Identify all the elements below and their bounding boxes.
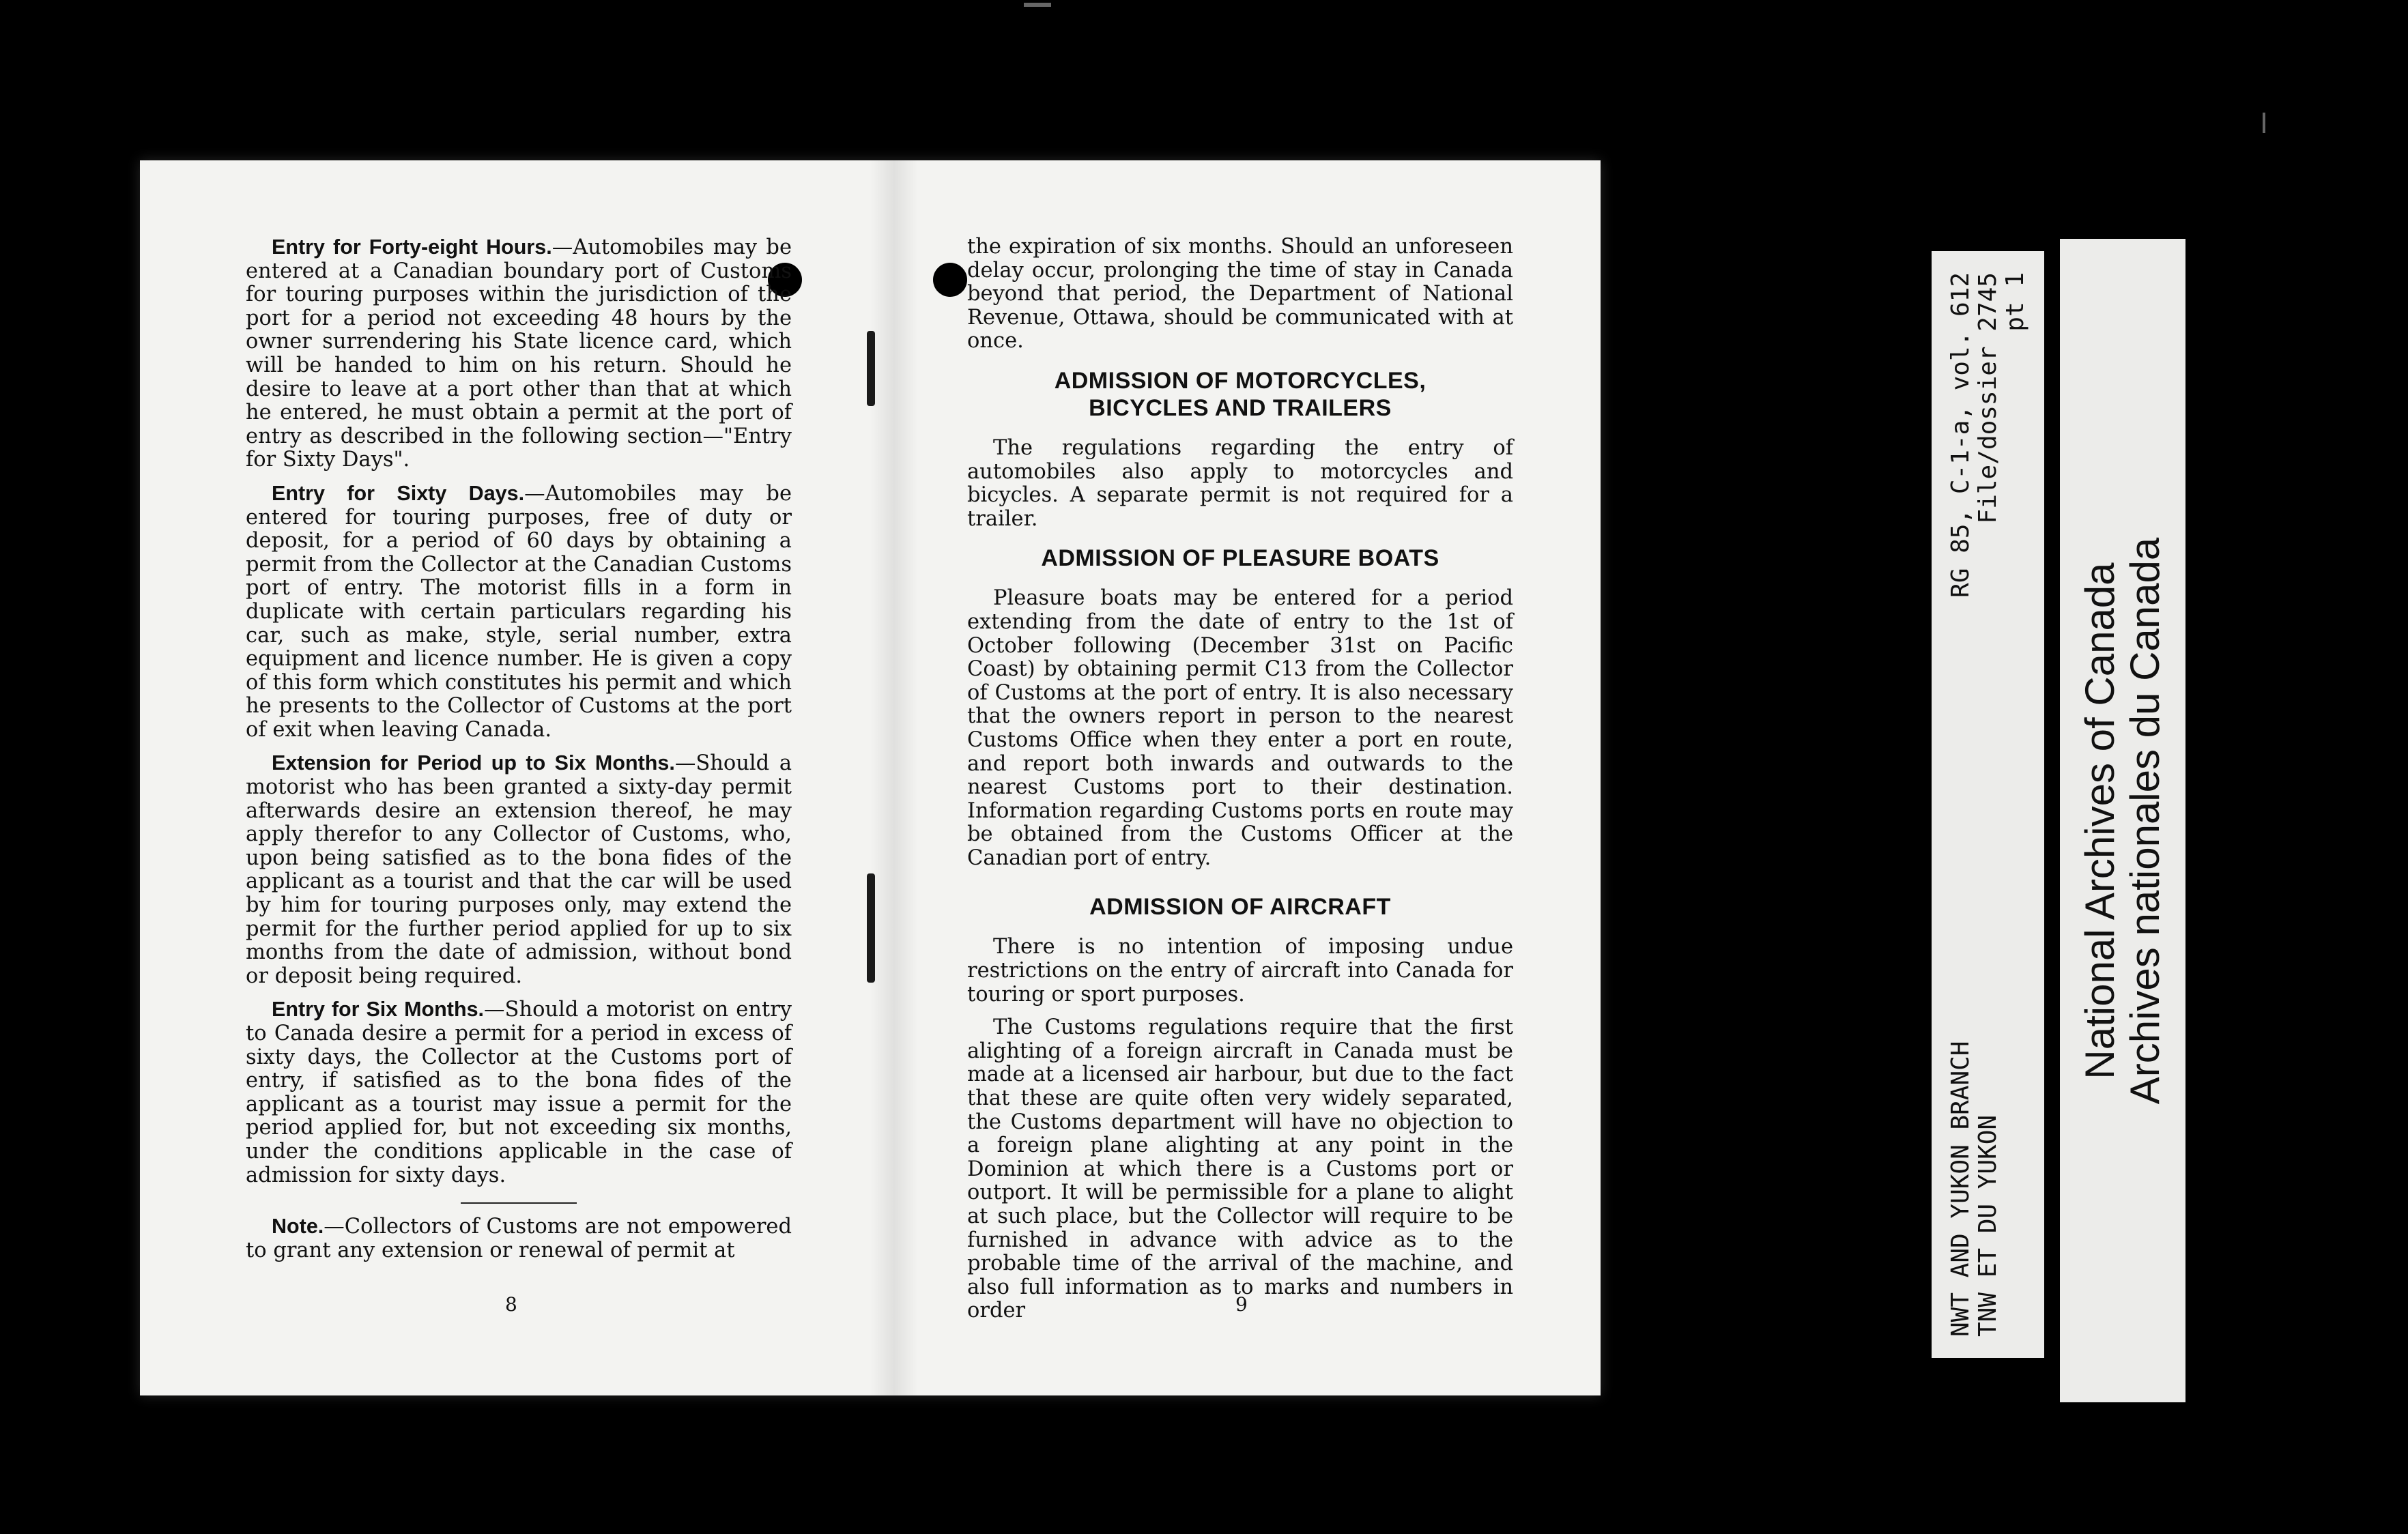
branch-name-english: NWT AND YUKON BRANCH — [1946, 1041, 1975, 1337]
booklet-spread — [140, 160, 1601, 1395]
archives-name-english: National Archives of Canada — [2077, 562, 2123, 1080]
right-page-text — [967, 235, 1513, 1333]
paragraph-aircraft-1: There is no intention of imposing undue restrictions on the entry of aircraft into Canada for touring or sport purposes. — [967, 935, 1513, 1007]
page-number-left: 8 — [505, 1293, 517, 1316]
text-sixty-days: —Automobiles may be entered for touring purposes, free of duty or deposit, for a period of 60 days by obtaining a permit from the Collector at the Canadian Customs port of entry. The motorist fills in a form in duplicate with certain particulars regarding his car, such as make, style, serial number, extra equipment and licence number. He is given a copy of this form which constitutes his permit and which he presents to the Collector of Customs at the port of exit when leaving Canada. — [246, 481, 792, 742]
text-forty-eight-hours: —Automobiles may be entered at a Canadian boundary port of Customs for touring purposes within the jurisdiction of the port for a period not exceeding 48 hours by the owner surrendering his State licence card, which will be handed to him on his return. Should he desire to leave at a port other than that at which he entered, he must obtain a permit at the port of entry as described in the following section—"Entry for Sixty Days". — [246, 235, 792, 472]
staple-top — [867, 331, 875, 406]
heading-extension: Extension for Period up to Six Months. — [272, 751, 675, 775]
booklet-gutter — [870, 160, 918, 1395]
archives-name-french: Archives nationales du Canada — [2122, 537, 2168, 1104]
heading-forty-eight-hours: Entry for Forty-eight Hours. — [272, 235, 552, 259]
heading-six-months: Entry for Six Months. — [272, 998, 485, 1022]
heading-motorcycles-line2: BICYCLES AND TRAILERS — [1089, 394, 1392, 421]
paragraph-extension — [246, 751, 792, 988]
heading-sixty-days: Entry for Sixty Days. — [272, 481, 525, 505]
part-reference: pt 1 — [2001, 272, 2029, 332]
divider-rule — [461, 1202, 577, 1204]
paragraph-forty-eight-hours — [246, 235, 792, 472]
branch-name-french: TNW ET DU YUKON — [1973, 1114, 2002, 1337]
archives-name-text — [2078, 537, 2168, 1104]
archive-reference-label — [1932, 251, 2044, 1358]
staple-bottom — [867, 873, 875, 983]
heading-aircraft: ADMISSION OF AIRCRAFT — [1089, 894, 1391, 921]
film-speck — [2263, 113, 2265, 133]
paragraph-pleasure-boats: Pleasure boats may be entered for a period extending from the date of entry to the 1st of October following (December 31st on Pacific Coast) by obtaining permit C13 from the Collector of Customs at the port of entry. It is also necessary that the owners report in person to the nearest Customs Office when they enter a port en route, and report both inwards and outwards to the nearest Customs port to their destination. Information regarding Customs ports en route may be obtained from the Customs Officer at the Canadian port of entry. — [967, 586, 1513, 870]
heading-note: Note. — [272, 1215, 324, 1239]
page-number-right: 9 — [1235, 1293, 1248, 1316]
punch-hole-right — [933, 263, 967, 297]
film-speck — [1024, 3, 1051, 7]
left-page-text — [246, 235, 792, 1272]
heading-motorcycles — [967, 367, 1513, 422]
text-note: —Collectors of Customs are not empowered to grant any extension or renewal of permit at — [246, 1215, 792, 1262]
record-group-reference: RG 85, C-1-a, vol. 612 — [1946, 272, 1975, 598]
paragraph-motorcycles: The regulations regarding the entry of automobiles also apply to motorcycles and bicycles. A separate permit is not required for a trailer. — [967, 435, 1513, 531]
paragraph-aircraft-2: The Customs regulations require that the first alighting of a foreign aircraft in Canada must be made at a licensed air harbour, but due to the fact that these are quite often very widely separated, the Customs department will have no objection to a foreign plane alighting at any point in the Dominion at which there is a Customs port or outport. It will be permissible for a plane to alight at such place, but the Collector will require to be furnished in advance with advice as to the probable time of the arrival of the machine, and also full information as to marks and numbers in order — [967, 1015, 1513, 1323]
heading-pleasure-boats: ADMISSION OF PLEASURE BOATS — [1041, 545, 1439, 572]
paragraph-note — [246, 1215, 792, 1262]
paragraph-six-months — [246, 998, 792, 1187]
file-reference: File/dossier 2745 — [1973, 272, 2002, 524]
text-extension: —Should a motorist who has been granted a sixty-day permit afterwards desire an extension thereof, he may apply therefor to any Collector of Customs, who, upon being satisfied as to the bona fides of the applicant as a tourist and that the car will be used by him for touring purposes only, may extend the permit for the further period applied for up to six months from the date of admission, without bond or deposit being required. — [246, 751, 792, 988]
paragraph-continuation: the expiration of six months. Should an unforeseen delay occur, prolonging the time of stay in Canada beyond that period, the Department of National Revenue, Ottawa, should be communicated with at once. — [967, 235, 1513, 353]
archives-name-label — [2060, 239, 2185, 1402]
paragraph-sixty-days — [246, 482, 792, 742]
heading-motorcycles-line1: ADMISSION OF MOTORCYCLES, — [1054, 367, 1427, 394]
text-six-months: —Should a motorist on entry to Canada desire a permit for a period in excess of sixty days, the Collector at the Customs port of entry, if satisfied as to the bona fides of the applicant as a tourist may issue a permit for the period applied for, but not exceeding six months, under the conditions applicable in the case of admission for sixty days. — [246, 998, 792, 1187]
archive-reference-text — [1947, 272, 2029, 1337]
